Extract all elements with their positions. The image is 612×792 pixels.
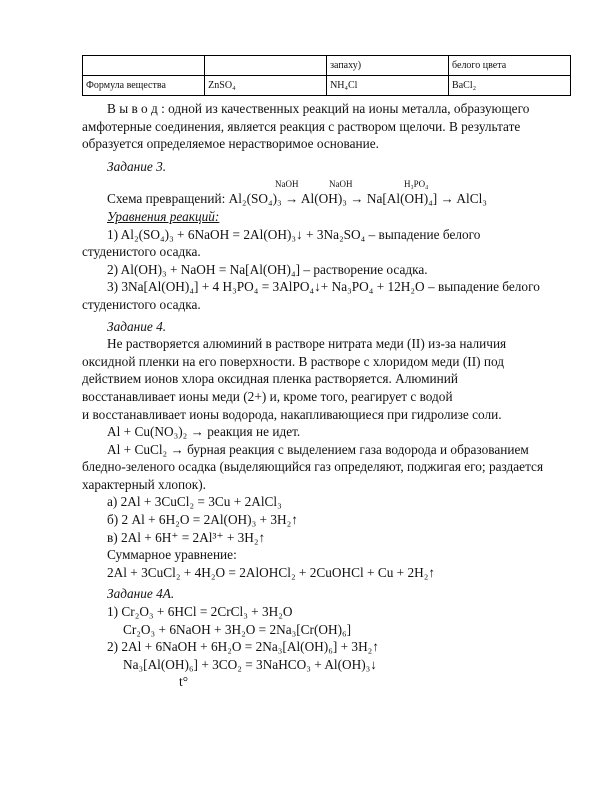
equation-line: Na₃[Al(OH)₆] + 3CO₂ = 3NaHCO₃ + Al(OH)₃↓: [123, 656, 377, 672]
reagent-label: NaOH: [329, 179, 353, 190]
task3-heading: Задание 3.: [107, 158, 167, 174]
equation-line: 1) Al₂(SO₄)₃ + 6NaOH = 2Al(OH)₃↓ + 3Na₂SO₄ – выпадение белого: [107, 226, 481, 242]
document-body: [82, 100, 570, 691]
table-cell: Формула вещества: [83, 76, 205, 96]
scheme-line: Схема превращений: Al₂(SO₄)₃ → Al(OH)₃ → Na[Al(OH)₄] → AlCl₃: [107, 191, 487, 207]
conclusion-text: одной из качественных реакций на ионы металла, образующего: [164, 101, 530, 116]
paragraph-line: действием ионов хлора оксидная пленка растворяется. Алюминий: [82, 371, 459, 387]
table-cell: NH₄Cl: [327, 76, 449, 96]
reagent-label: H₃PO₄: [404, 179, 429, 190]
equation-line: 1) Cr₂O₃ + 6HCl = 2CrCl₃ + 3H₂O: [107, 604, 293, 620]
conclusion-line: [107, 100, 570, 118]
paragraph-line: и восстанавливает ионы водорода, накапливающиеся при гидролизе соли.: [82, 406, 502, 422]
equation-line: Cr₂O₃ + 6NaOH + 3H₂O = 2Na₃[Cr(OH)₆]: [123, 621, 352, 637]
reaction-line: Al + Cu(NO₃)₂ → реакция не идет.: [107, 424, 301, 440]
conclusion-line: образуется определяемое нерастворимое основание.: [82, 136, 379, 152]
reagent-label: NaOH: [275, 179, 299, 190]
table-cell: BaCl₂: [449, 76, 571, 96]
equation-line: студенистого осадка.: [82, 296, 201, 312]
equation-line: 2) 2Al + 6NaOH + 6H₂O = 2Na₃[Al(OH)₆] + 3H₂↑: [107, 639, 379, 655]
table-cell: [205, 56, 327, 76]
equation-line: б) 2 Al + 6H₂O = 2Al(OH)₃ + 3H₂↑: [107, 512, 298, 528]
table-row: [83, 76, 571, 96]
table-cell: ZnSO₄: [205, 76, 327, 96]
table-cell: белого цвета: [449, 56, 571, 76]
paragraph-line: Не растворяется алюминий в растворе нитрата меди (II) из-за наличия: [107, 336, 507, 352]
table-cell: запаху): [327, 56, 449, 76]
task4-heading: Задание 4.: [107, 318, 167, 334]
reaction-line: характерный хлопок).: [82, 476, 206, 492]
equation-line: 2) Al(OH)₃ + NaOH = Na[Al(OH)₄] – растворение осадка.: [107, 261, 428, 277]
equation-line: 3) 3Na[Al(OH)₄] + 4 H₃PO₄ = 3AlPO₄↓+ Na₃PO₄ + 12H₂O – выпадение белого: [107, 279, 540, 295]
equation-line: студенистого осадка.: [82, 244, 201, 260]
equation-line: в) 2Al + 6H⁺ = 2Al³⁺ + 3H₂↑: [107, 529, 266, 545]
paragraph-line: оксидной пленки на его поверхности. В растворе с хлоридом меди (II) под: [82, 353, 505, 369]
temperature-mark: t°: [179, 674, 189, 690]
paragraph-line: восстанавливает ионы меди (2+) и, кроме того, реагирует с водой: [82, 388, 453, 404]
equation-line: а) 2Al + 3CuCl₂ = 3Cu + 2AlCl₃: [107, 494, 282, 510]
reagents-over-arrows: [107, 179, 570, 190]
table-cell: [83, 56, 205, 76]
reaction-line: Al + CuCl₂ → бурная реакция с выделением газа водорода и образованием: [107, 441, 529, 457]
table-row: [83, 56, 571, 76]
task4a-heading: Задание 4А.: [107, 586, 175, 602]
reaction-line: бледно-зеленого осадка (выделяющийся газ определяют, поджигая его; раздается: [82, 459, 544, 475]
properties-table: [82, 55, 571, 96]
summary-label: Суммарное уравнение:: [107, 547, 237, 563]
equations-heading: Уравнения реакций:: [107, 208, 220, 224]
conclusion-lead: В ы в о д :: [107, 101, 165, 116]
summary-equation: 2Al + 3CuCl₂ + 4H₂O = 2AlOHCl₂ + 2CuOHCl + Cu + 2H₂↑: [107, 564, 436, 580]
conclusion-line: амфотерные соединения, является реакция с раствором щелочи. В результате: [82, 118, 521, 134]
